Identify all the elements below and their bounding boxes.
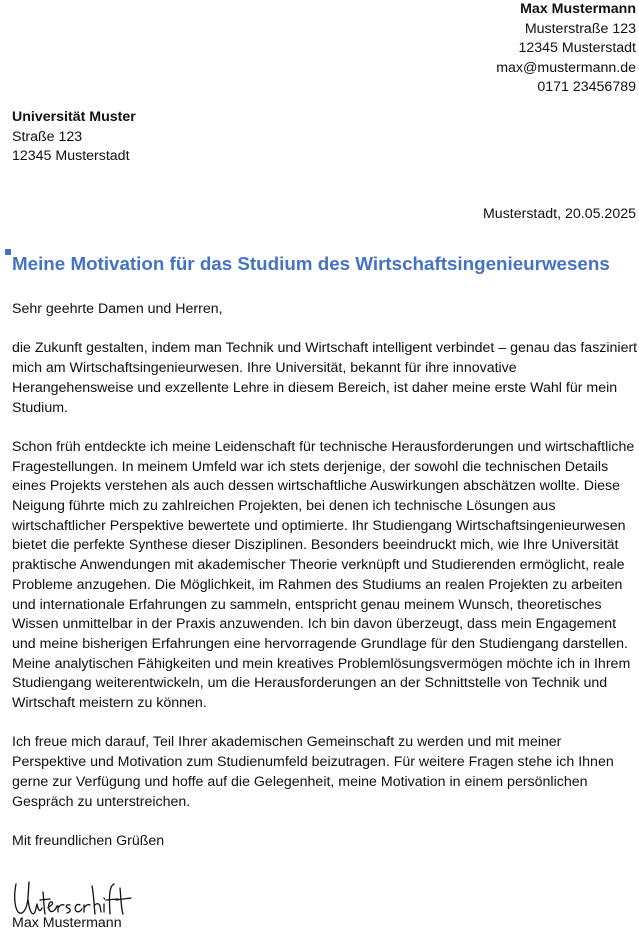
sender-phone: 0171 23456789 bbox=[537, 79, 636, 96]
salutation: Sehr geehrte Damen und Herren, bbox=[12, 301, 223, 317]
sender-city: 12345 Musterstadt bbox=[518, 40, 636, 57]
heading-marker bbox=[5, 249, 11, 255]
letter-body bbox=[12, 300, 638, 852]
paragraph-outro: Ich freue mich darauf, Teil Ihrer akademischen Gemeinschaft zu werden und mit meiner Perspektive und Motivation zum Studienumfeld beizutragen. Für weitere Fragen stehe ich Ihnen gerne zur Verfügung und hoffe auf die Gelegenheit, meine Motivation in einem persönlichen Gespräch zu unterstreichen. bbox=[12, 734, 614, 810]
recipient-street: Straße 123 bbox=[12, 128, 83, 145]
place-date: Musterstadt, 20.05.2025 bbox=[482, 206, 636, 222]
closing: Mit freundlichen Grüßen bbox=[12, 832, 165, 849]
signature-name: Max Mustermann bbox=[12, 915, 122, 931]
sender-email: max@mustermann.de bbox=[496, 59, 636, 76]
sender-name: Max Mustermann bbox=[520, 1, 636, 17]
paragraph-intro: die Zukunft gestalten, indem man Technik und Wirtschaft intelligent verbindet – genau das fasziniert mich am Wirtschaftsingenieurwesen. Ihre Universität, bekannt für ihre innovative Herangehensweise und exzellente Lehre in diesem Bereich, ist daher meine erste Wahl für mein Studium. bbox=[12, 340, 638, 416]
recipient-city: 12345 Musterstadt bbox=[12, 148, 130, 165]
sender-address bbox=[496, 0, 636, 98]
paragraph-main: Schon früh entdeckte ich meine Leidenschaft für technische Herausforderungen und wirtschaftliche Fragestellungen. In meinem Umfeld war ich stets derjenige, der sowohl die technischen Details eines Projekts verstehen als auch dessen wirtschaftliche Auswirkungen abschätzen wollte. Diese Neigung führte mich zu zahlreichen Projekten, bei denen ich technische Lösungen aus wirtschaftlicher Perspektive bewertete und optimierte. Ihr Studiengang Wirtschaftsingenieurwesen bietet die perfekte Synthese dieser Disziplinen. Besonders beeindruckt mich, wie Ihre Universität praktische Anwendungen mit akademischer Theorie verknüpft und Studierenden ermöglicht, reale Probleme anzugehen. Die Möglichkeit, im Rahmen des Studiums an realen Projekten zu arbeiten und internationale Erfahrungen zu sammeln, entspricht genau meinem Wunsch, theoretisches Wissen unmittelbar in der Praxis anzuwenden. Ich bin davon überzeugt, dass mein Engagement und meine bisherigen Erfahrungen eine hervorragende Grundlage für den Studiengang darstellen. Meine analytischen Fähigkeiten und mein kreatives Problemlösungsvermögen möchte ich in Ihrem Studiengang weiterentwickeln, um die Herausforderungen an der Schnittstelle von Technik und Wirtschaft meistern zu können. bbox=[12, 438, 635, 712]
recipient-institution: Universität Muster bbox=[12, 109, 136, 125]
subject-heading: Meine Motivation für das Studium des Wirtschaftsingenieurwesens bbox=[12, 253, 610, 274]
recipient-address bbox=[12, 108, 136, 167]
sender-street: Musterstraße 123 bbox=[524, 20, 636, 37]
